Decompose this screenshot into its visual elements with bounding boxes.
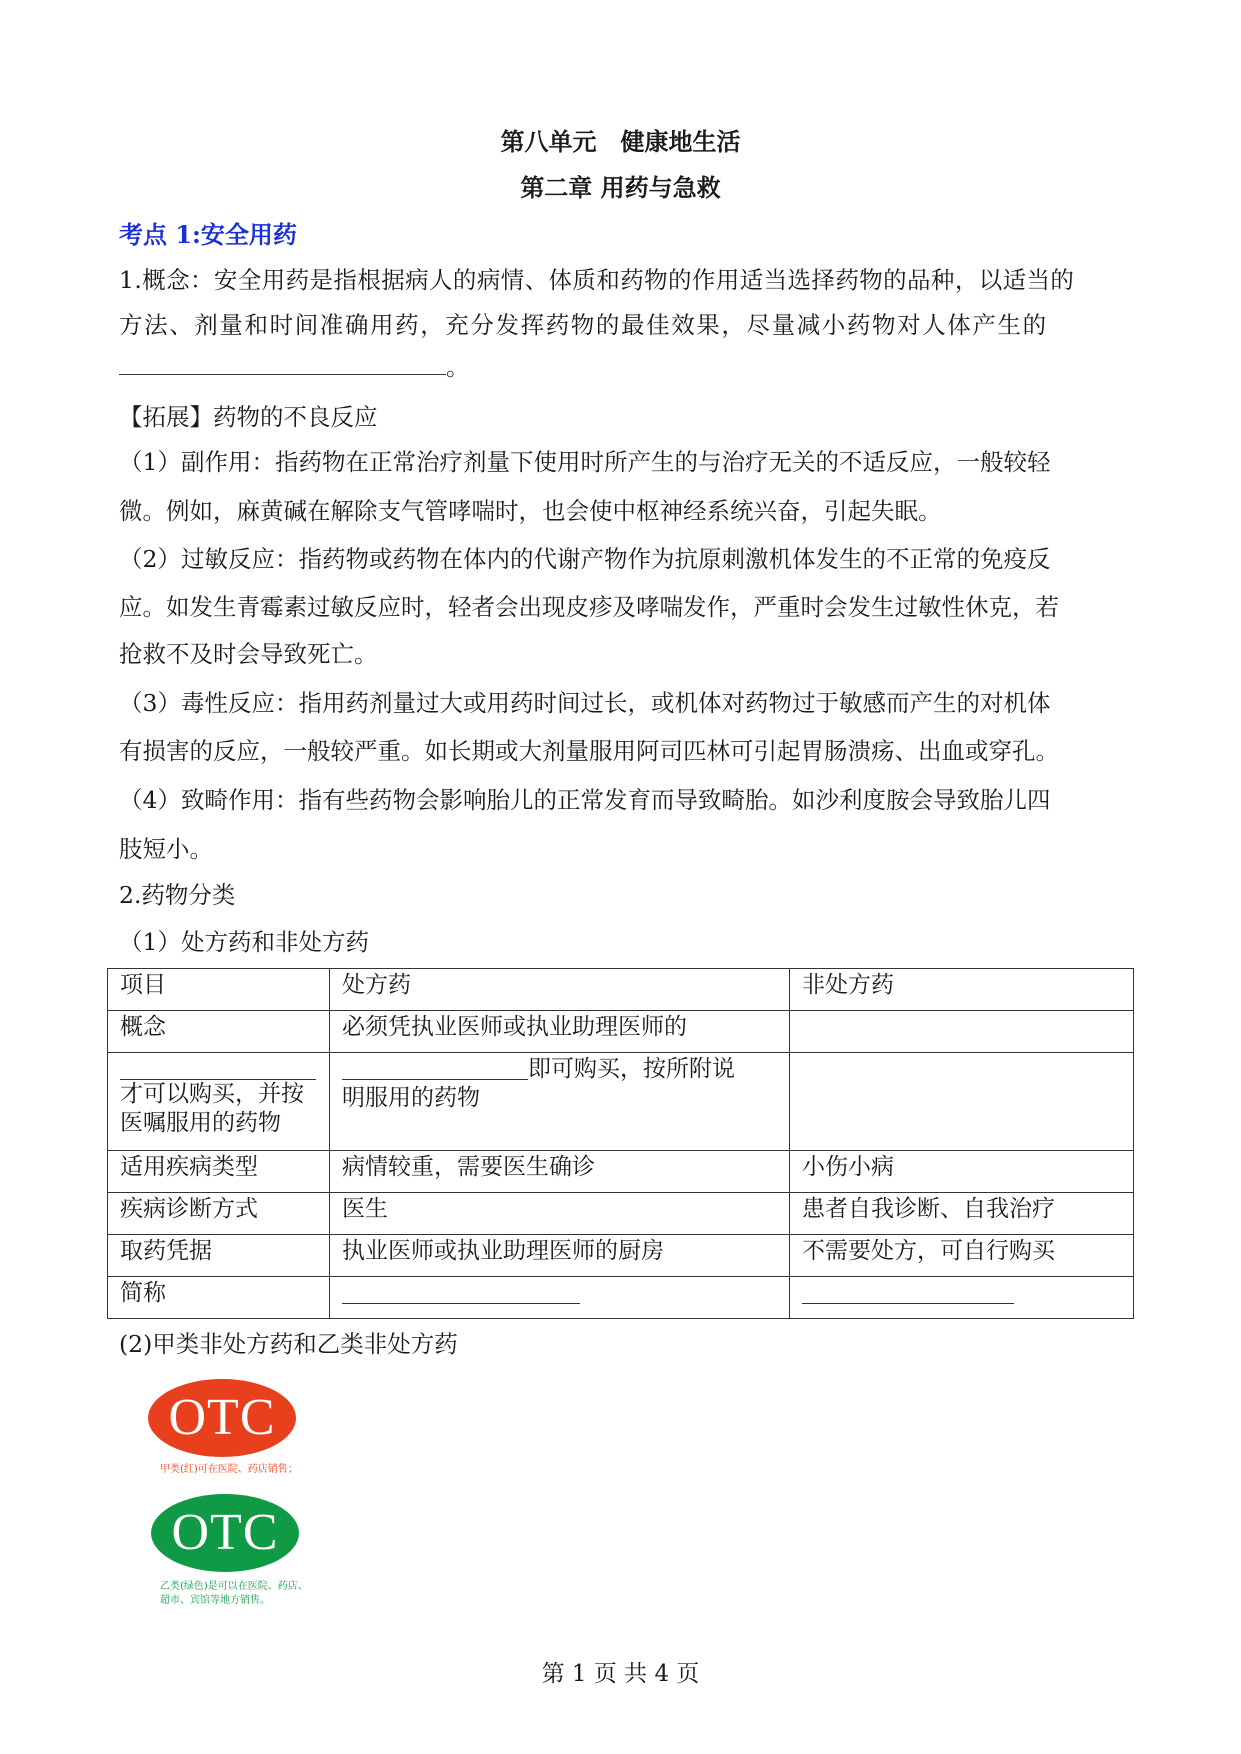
otc-red-label: OTC xyxy=(168,1389,276,1446)
allergy-line-1: （2）过敏反应：指药物或药物在体内的代谢产物作为抗原刺激机体发生的不正常的免疫反 xyxy=(119,545,1051,573)
table-cell: 不需要处方，可自行购买 xyxy=(790,1235,1134,1277)
side-effect-line-2: 微。例如，麻黄碱在解除支气管哮喘时，也会使中枢神经系统兴奋，引起失眠。 xyxy=(119,497,942,525)
subheading-otc-classes: (2)甲类非处方药和乙类非处方药 xyxy=(119,1330,458,1358)
teratogenic-line-2: 肢短小。 xyxy=(119,835,213,863)
otc-red-logo xyxy=(148,1379,296,1457)
toxicity-line-2: 有损害的反应，一般较严重。如长期或大剂量服用阿司匹林可引起胃肠溃疡、出血或穿孔。 xyxy=(119,737,1059,765)
otc-green-caption-line-2: 超市、宾馆等地方销售。 xyxy=(160,1595,270,1606)
concept-line-2: 方法、剂量和时间准确用药，充分发挥药物的最佳效果，尽量减小药物对人体产生的 xyxy=(119,311,1048,339)
table-cell-text: 才可以购买，并按医嘱服用的药物 xyxy=(120,1081,304,1136)
allergy-line-3: 抢救不及时会导致死亡。 xyxy=(119,640,378,668)
table-cell xyxy=(330,1053,790,1151)
otc-green-label: OTC xyxy=(171,1504,279,1561)
table-cell: 患者自我诊断、自我治疗 xyxy=(790,1193,1134,1235)
extension-title: 【拓展】药物的不良反应 xyxy=(119,403,378,431)
table-row xyxy=(108,1277,1134,1319)
table-cell: 疾病诊断方式 xyxy=(108,1193,330,1235)
otc-green-caption-line-1: 乙类(绿色)是可以在医院、药店、 xyxy=(160,1581,308,1592)
otc-red-caption: 甲类(红)可在医院、药店销售； xyxy=(160,1464,298,1475)
table-cell: 小伤小病 xyxy=(790,1151,1134,1193)
table-cell: 病情较重，需要医生确诊 xyxy=(330,1151,790,1193)
concept-line-1: 1.概念：安全用药是指根据病人的病情、体质和药物的作用适当选择药物的品种，以适当的 xyxy=(119,266,1075,294)
table-cell: 项目 xyxy=(108,969,330,1011)
fill-in-blank[interactable] xyxy=(802,1279,1014,1304)
table-cell: 概念 xyxy=(108,1011,330,1053)
side-effect-line-1: （1）副作用：指药物在正常治疗剂量下使用时所产生的与治疗无关的不适反应，一般较轻 xyxy=(119,448,1051,476)
concept-line-3 xyxy=(119,348,470,382)
table-cell: 非处方药 xyxy=(790,969,1134,1011)
table-cell xyxy=(790,1053,1134,1151)
table-cell: 简称 xyxy=(108,1277,330,1319)
table-cell: 必须凭执业医师或执业助理医师的 xyxy=(330,1011,790,1053)
table-cell xyxy=(790,1277,1134,1319)
fill-in-blank[interactable] xyxy=(342,1055,528,1080)
chapter-title: 第二章 用药与急救 xyxy=(520,173,721,202)
subheading-rx-otc: （1）处方药和非处方药 xyxy=(119,928,369,956)
fill-in-blank[interactable] xyxy=(120,1055,316,1080)
rx-otc-table xyxy=(107,968,1134,1319)
table-row xyxy=(108,1235,1134,1277)
table-cell xyxy=(330,1277,790,1319)
table-cell: 取药凭据 xyxy=(108,1235,330,1277)
table-row xyxy=(108,1151,1134,1193)
unit-title: 第八单元 健康地生活 xyxy=(500,127,741,156)
table-row xyxy=(108,969,1134,1011)
table-cell: 处方药 xyxy=(330,969,790,1011)
table-cell-text: 明服用的药物 xyxy=(342,1085,480,1111)
toxicity-line-1: （3）毒性反应：指用药剂量过大或用药时间过长，或机体对药物过于敏感而产生的对机体 xyxy=(119,689,1051,717)
table-cell: 执业医师或执业助理医师的厨房 xyxy=(330,1235,790,1277)
teratogenic-line-1: （4）致畸作用：指有些药物会影响胎儿的正常发育而导致畸胎。如沙利度胺会导致胎儿四 xyxy=(119,786,1051,814)
otc-green-caption xyxy=(160,1580,308,1608)
table-cell: 适用疾病类型 xyxy=(108,1151,330,1193)
kaodian-heading: 考点 1:安全用药 xyxy=(119,220,297,249)
table-row xyxy=(108,1193,1134,1235)
page-footer: 第 1 页 共 4 页 xyxy=(541,1661,700,1687)
fill-in-blank[interactable] xyxy=(342,1279,580,1304)
table-cell xyxy=(790,1011,1134,1053)
table-row xyxy=(108,1053,1134,1151)
table-cell-text: 即可购买，按所附说 xyxy=(528,1056,735,1082)
allergy-line-2: 应。如发生青霉素过敏反应时，轻者会出现皮疹及哮喘发作，严重时会发生过敏性休克，若 xyxy=(119,593,1059,621)
table-cell xyxy=(108,1053,330,1151)
classify-heading: 2.药物分类 xyxy=(119,881,236,909)
concept-period: 。 xyxy=(446,353,470,381)
otc-green-logo xyxy=(151,1494,299,1572)
table-row xyxy=(108,1011,1134,1053)
table-cell: 医生 xyxy=(330,1193,790,1235)
fill-in-blank[interactable] xyxy=(119,352,446,375)
